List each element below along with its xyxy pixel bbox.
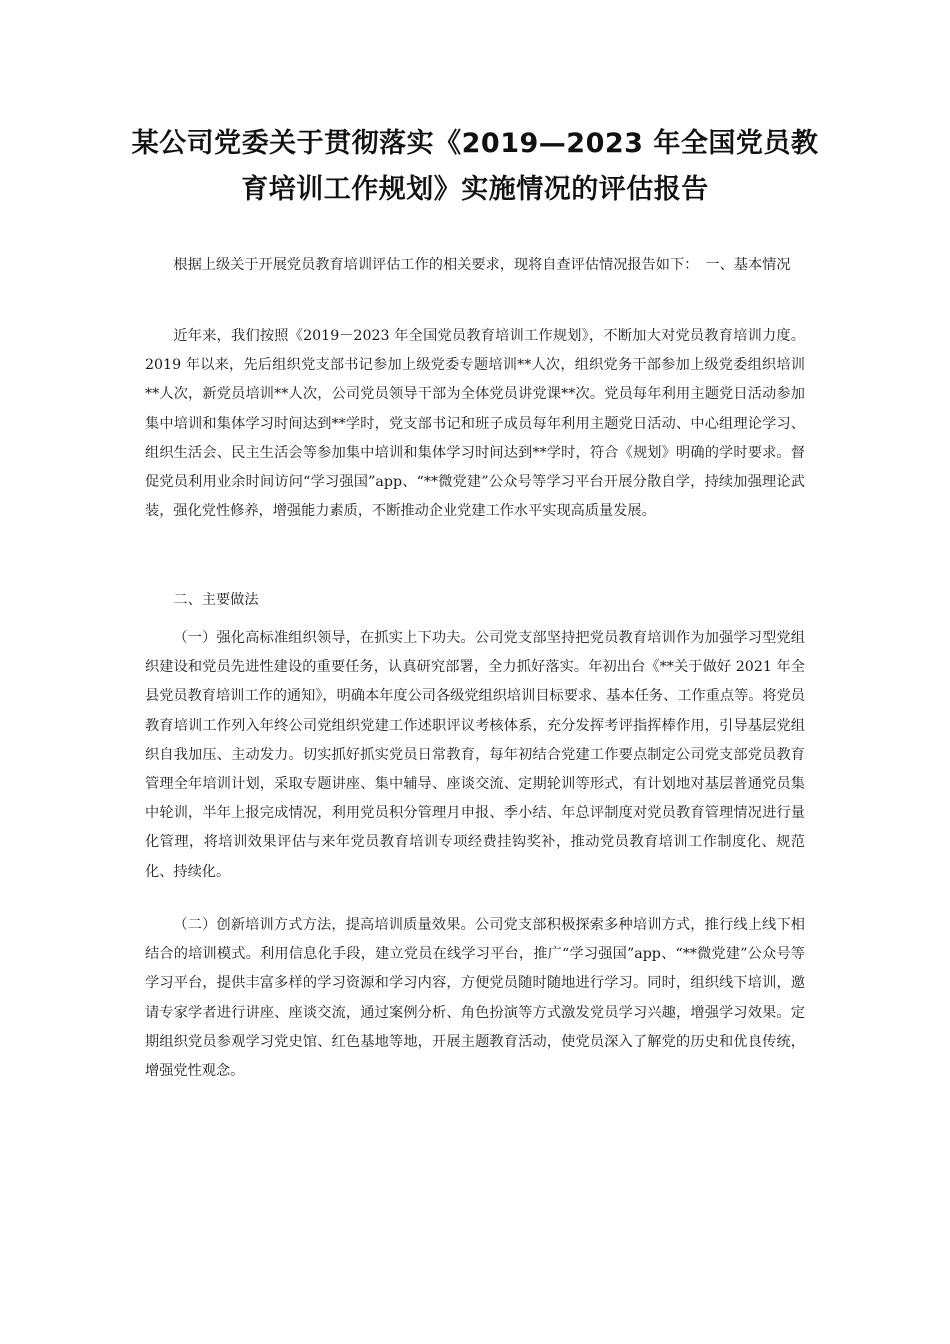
practice-1-paragraph <box>145 624 805 887</box>
practice-1-text: （一）强化高标准组织领导，在抓实上下功夫。公司党支部坚持把党员教育培训作为加强学习型党组织建设和党员先进性建设的重要任务，认真研究部署，全力抓好落实。年初出台《**关于做好 2021 年全县党员教育培训工作的通知》，明确本年度公司各级党组织培训目标要求、基本任务、工作重点等。将党员教育培训工作列入年终公司党组织党建工作述职评议考核体系，充分发挥考评指挥棒作用，引导基层党组织自我加压、主动发力。切实抓好抓实党员日常教育，每年初结合党建工作要点制定公司党支部党员教育管理全年培训计划，采取专题讲座、集中辅导、座谈交流、定期轮训等形式，有计划地对基层普通党员集中轮训，半年上报完成情况，利用党员积分管理月申报、季小结、年总评制度对党员教育管理情况进行量化管理，将培训效果评估与来年党员教育培训专项经费挂钩奖补，推动党员教育培训工作制度化、规范化、持续化。 <box>145 630 805 880</box>
intro-text: 根据上级关于开展党员教育培训评估工作的相关要求，现将自查评估情况报告如下： 一、基本情况 <box>173 257 791 273</box>
document-title-line-1: 某公司党委关于贯彻落实《2019—2023 年全国党员教 <box>131 128 819 159</box>
practice-2-paragraph <box>145 911 805 1086</box>
basic-situation-paragraph <box>145 322 805 526</box>
intro-paragraph <box>145 251 805 280</box>
section-heading-main-practices <box>145 586 805 615</box>
practice-2-text: （二）创新培训方式方法，提高培训质量效果。公司党支部积极探索多种培训方式，推行线上线下相结合的培训模式。利用信息化手段，建立党员在线学习平台，推广“学习强国”app、“**微党建”公众号等学习平台，提供丰富多样的学习资源和学习内容，方便党员随时随地进行学习。同时，组织线下培训，邀请专家学者进行讲座、座谈交流，通过案例分析、角色扮演等方式激发党员学习兴趣，增强学习效果。定期组织党员参观学习党史馆、红色基地等地，开展主题教育活动，使党员深入了解党的历史和优良传统，增强党性观念。 <box>145 917 805 1080</box>
document-title-line-2: 育培训工作规划》实施情况的评估报告 <box>241 174 709 205</box>
basic-situation-text: 近年来，我们按照《2019－2023 年全国党员教育培训工作规划》，不断加大对党员教育培训力度。2019 年以来，先后组织党支部书记参加上级党委专题培训**人次，组织党务干部参加上级党委组织培训**人次，新党员培训**人次，公司党员领导干部为全体党员讲党课**次。党员每年利用主题党日活动参加集中培训和集体学习时间达到**学时，党支部书记和班子成员每年利用主题党日活动、中心组理论学习、组织生活会、民主生活会等参加集中培训和集体学习时间达到**学时，符合《规划》明确的学时要求。督促党员利用业余时间访问“学习强国”app、“**微党建”公众号等学习平台开展分散自学，持续加强理论武装，强化党性修养，增强能力素质，不断推动企业党建工作水平实现高质量发展。 <box>145 328 805 520</box>
section-heading-text: 二、主要做法 <box>173 592 259 608</box>
